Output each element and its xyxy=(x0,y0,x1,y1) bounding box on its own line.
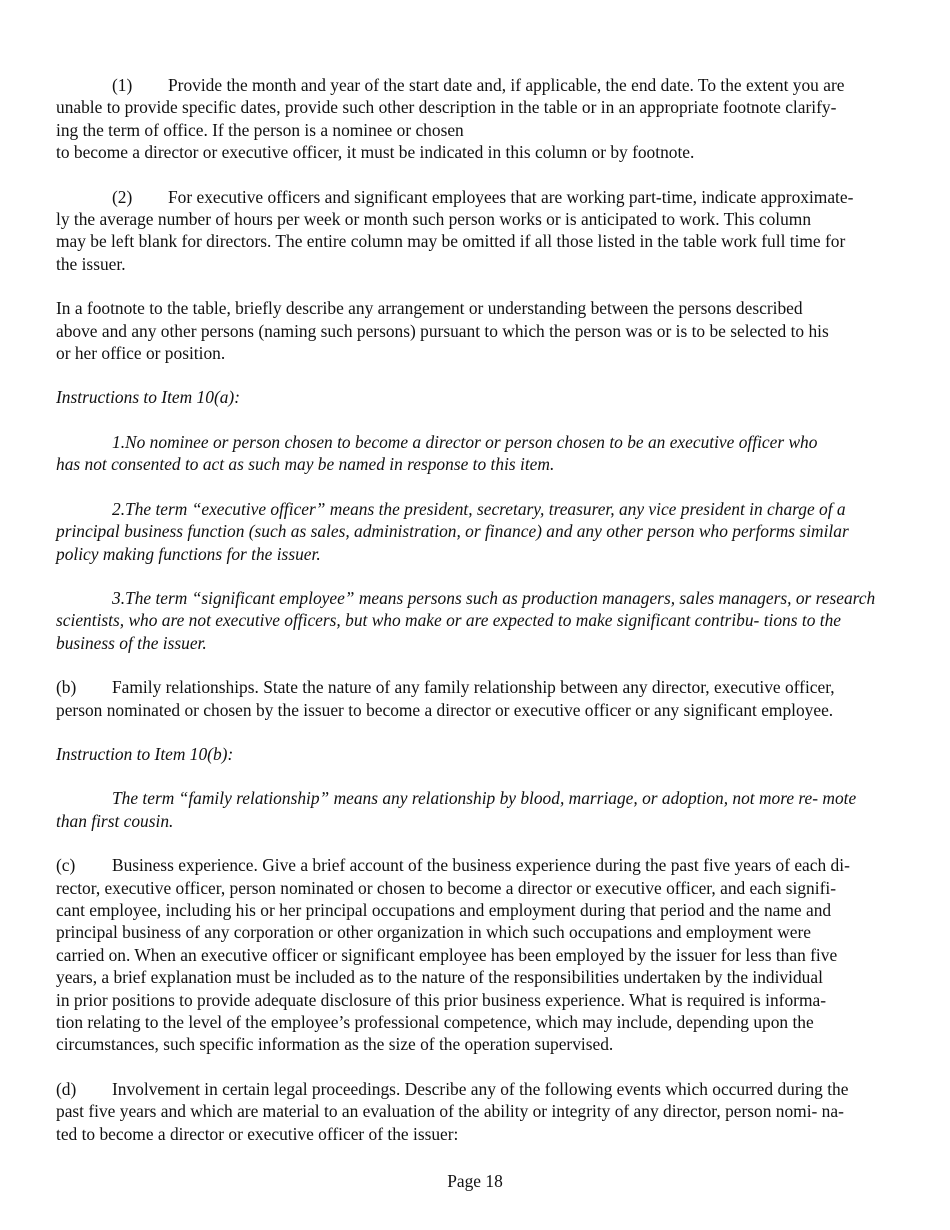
text-line: past five years and which are material to an evaluation of the ability or integrity of any director, person nomi- na- xyxy=(56,1101,844,1122)
paragraph-b-family-relationships xyxy=(56,676,894,721)
text-line: The term “family relationship” means any relationship by blood, marriage, or adoption, not more re- mote xyxy=(112,788,857,809)
text-line: Family relationships. State the nature of any family relationship between any director, executive officer, xyxy=(112,677,835,698)
text-line: policy making functions for the issuer. xyxy=(56,543,321,564)
instruction-10b xyxy=(56,787,894,832)
text-line: In a footnote to the table, briefly describe any arrangement or understanding between the persons described xyxy=(56,298,803,319)
text-line: ly the average number of hours per week or month such person works or is anticipated to work. This column xyxy=(56,209,812,230)
instruction-10a-1 xyxy=(56,431,894,476)
paragraph-d-legal-proceedings xyxy=(56,1078,894,1145)
text-line: business of the issuer. xyxy=(56,632,207,653)
text-line: principal business of any corporation or other organization in which such occupations and employment were xyxy=(56,922,811,943)
text-line: ted to become a director or executive officer of the issuer: xyxy=(56,1123,459,1144)
text-line: years, a brief explanation must be included as to the nature of the responsibilities undertaken by the individual xyxy=(56,967,823,988)
text-line: Provide the month and year of the start date and, if applicable, the end date. To the extent you are xyxy=(168,75,845,95)
text-line: ing the term of office. If the person is a nominee or chosen xyxy=(56,119,464,140)
text-line: Involvement in certain legal proceedings. Describe any of the following events which occurred during the xyxy=(112,1078,849,1099)
text-line: scientists, who are not executive officers, but who make or are expected to make significant contribu- tions to the xyxy=(56,610,841,631)
text-line: above and any other persons (naming such persons) pursuant to which the person was or is to be selected to his xyxy=(56,320,829,341)
text-line: 1.No nominee or person chosen to become a director or person chosen to be an executive officer who xyxy=(112,431,818,452)
paragraph-2-number: (2) xyxy=(112,186,133,207)
paragraph-c-business-experience xyxy=(56,854,894,1056)
paragraph-1-number: (1) xyxy=(112,75,133,95)
paragraph-b-number: (b) xyxy=(56,677,77,698)
text-line: rector, executive officer, person nominated or chosen to become a director or executive officer, and each signifi- xyxy=(56,877,836,898)
text-line: cant employee, including his or her principal occupations and employment during that period and the name and xyxy=(56,899,832,920)
page-number: Page 18 xyxy=(447,1171,503,1191)
paragraph-1 xyxy=(56,74,894,164)
text-line: carried on. When an executive officer or significant employee has been employed by the issuer for less than five xyxy=(56,944,838,965)
page-body xyxy=(56,74,894,1145)
text-line: the issuer. xyxy=(56,253,126,274)
text-line: Business experience. Give a brief account of the business experience during the past five years of each di- xyxy=(112,855,850,876)
instruction-item-10b-heading: Instruction to Item 10(b): xyxy=(56,743,234,764)
text-line: For executive officers and significant employees that are working part-time, indicate approximate- xyxy=(168,186,854,207)
footnote-arrangement-paragraph xyxy=(56,297,894,364)
text-line: has not consented to act as such may be named in response to this item. xyxy=(56,454,555,475)
text-line: or her office or position. xyxy=(56,343,226,364)
instructions-item-10a-heading: Instructions to Item 10(a): xyxy=(56,387,241,408)
instruction-10a-2 xyxy=(56,498,894,565)
text-line: may be left blank for directors. The entire column may be omitted if all those listed in the table work full time for xyxy=(56,231,846,252)
text-line: 3.The term “significant employee” means persons such as production managers, sales managers, or research xyxy=(112,587,876,608)
text-line: person nominated or chosen by the issuer to become a director or executive officer or any significant employee. xyxy=(56,699,834,720)
paragraph-d-number: (d) xyxy=(56,1078,77,1099)
text-line: unable to provide specific dates, provide such other description in the table or in an appropriate footnote clarify- xyxy=(56,97,837,118)
instruction-10a-3 xyxy=(56,587,894,654)
text-line: than first cousin. xyxy=(56,810,174,831)
text-line: to become a director or executive officer, it must be indicated in this column or by footnote. xyxy=(56,142,695,163)
text-line: tion relating to the level of the employee’s professional competence, which may include, depending upon the xyxy=(56,1012,814,1032)
text-line: in prior positions to provide adequate disclosure of this prior business experience. What is required is informa- xyxy=(56,989,826,1010)
text-line: principal business function (such as sales, administration, or finance) and any other person who performs similar xyxy=(56,521,849,542)
paragraph-2 xyxy=(56,186,894,276)
text-line: circumstances, such specific information as the size of the operation supervised. xyxy=(56,1034,614,1055)
paragraph-c-number: (c) xyxy=(56,855,76,876)
text-line: 2.The term “executive officer” means the president, secretary, treasurer, any vice president in charge of a xyxy=(112,498,846,519)
